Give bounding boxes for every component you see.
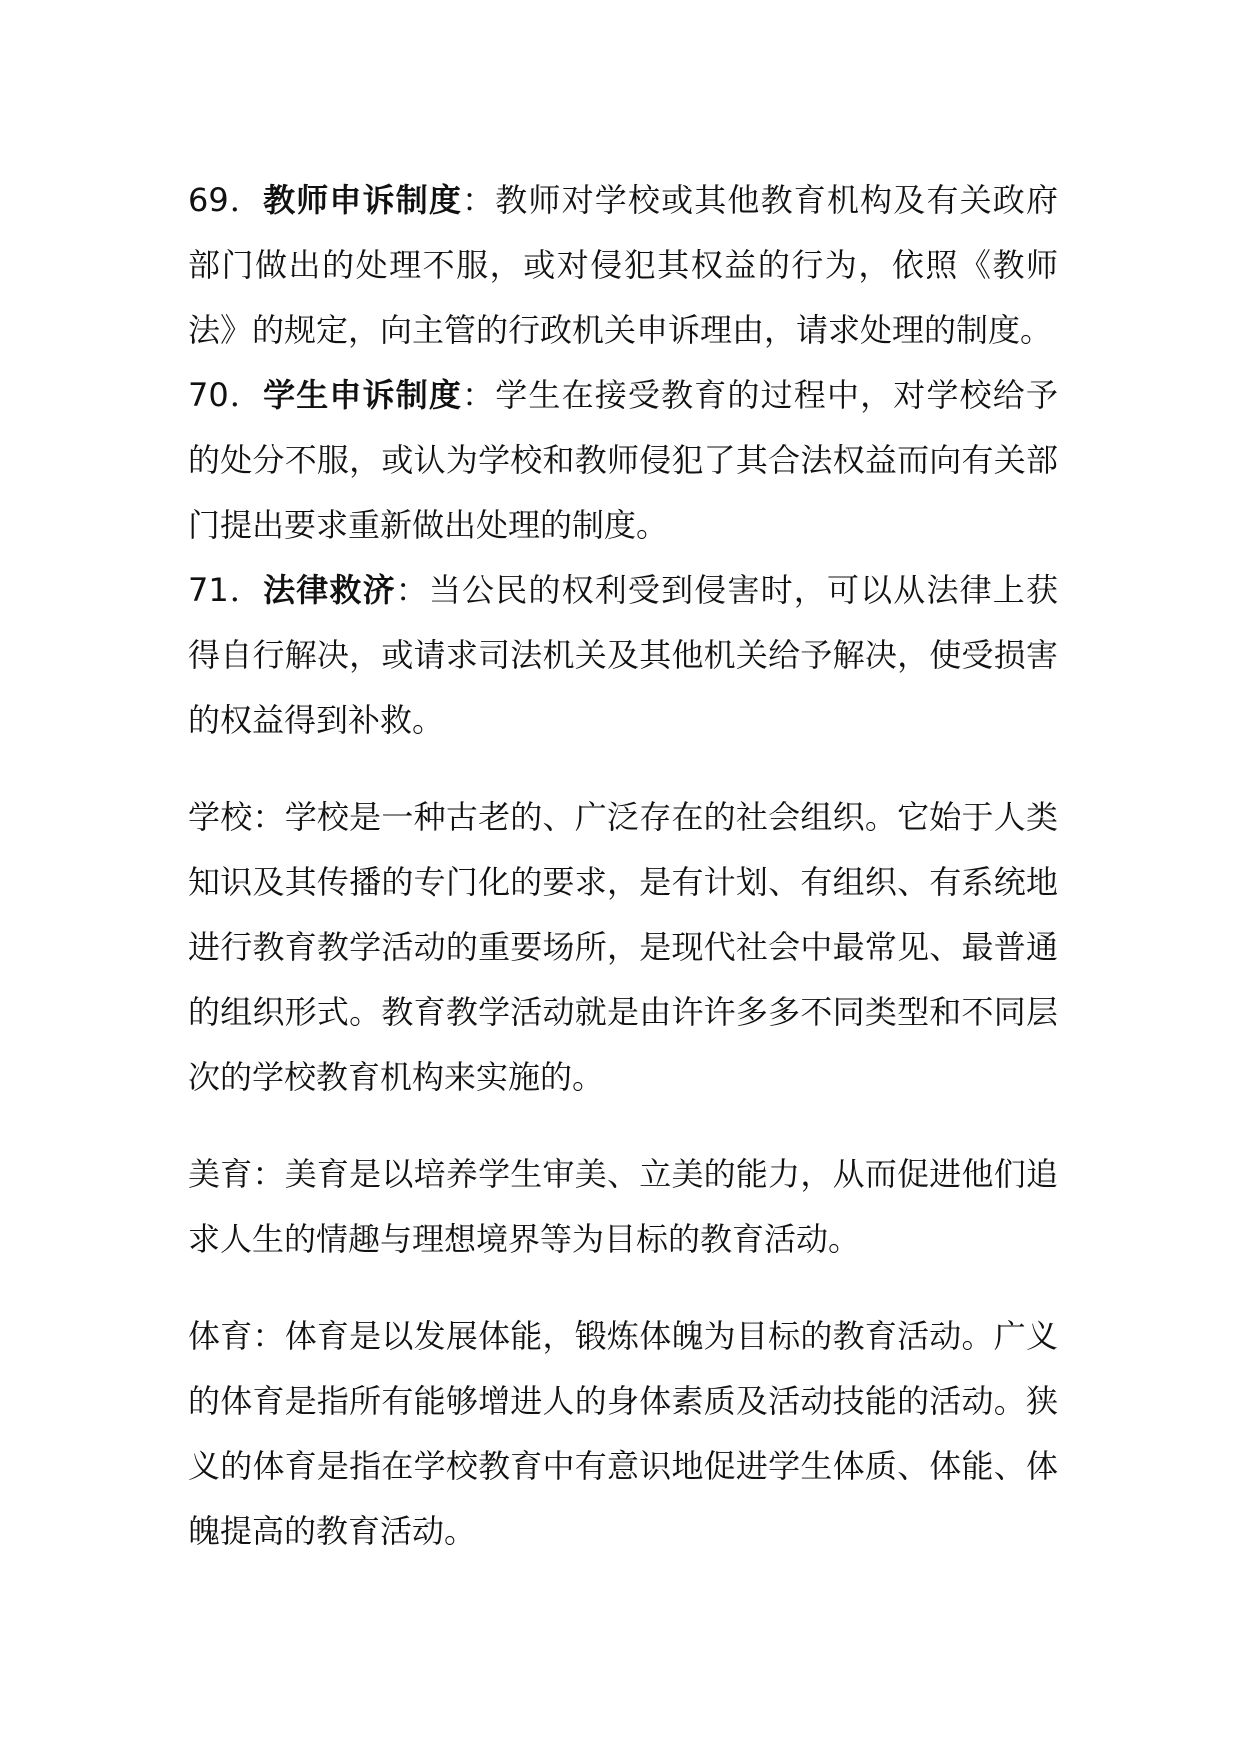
definition-entry-70 (188, 363, 1058, 558)
entry-separator: ： (462, 181, 496, 219)
entry-term: 学生申诉制度 (263, 376, 463, 414)
document-body (188, 168, 1058, 1564)
definition-entry-71 (188, 558, 1058, 753)
definition-entry-69 (188, 168, 1058, 363)
entry-separator: ： (462, 376, 496, 414)
entry-number: 70． (188, 376, 264, 414)
entry-number: 71． (188, 571, 264, 609)
entry-text: 教师对学校或其他教育机构及有关政府部门做出的处理不服，或对侵犯其权益的行为，依照《教师法》的规定，向主管的行政机关申诉理由，请求处理的制度。 (188, 181, 1058, 349)
entry-text: 当公民的权利受到侵害时，可以从法律上获得自行解决，或请求司法机关及其他机关给予解决，使受损害的权益得到补救。 (188, 571, 1058, 739)
entry-number: 69． (188, 181, 264, 219)
entry-term: 法律救济 (263, 571, 396, 609)
paragraph-aesthetic-education: 美育：美育是以培养学生审美、立美的能力，从而促进他们追求人生的情趣与理想境界等为目标的教育活动。 (188, 1155, 1058, 1258)
entry-separator: ： (395, 571, 429, 609)
paragraph-physical-education: 体育：体育是以发展体能，锻炼体魄为目标的教育活动。广义的体育是指所有能够增进人的身体素质及活动技能的活动。狭义的体育是指在学校教育中有意识地促进学生体质、体能、体魄提高的教育活动。 (188, 1317, 1058, 1550)
paragraph-school: 学校：学校是一种古老的、广泛存在的社会组织。它始于人类知识及其传播的专门化的要求，是有计划、有组织、有系统地进行教育教学活动的重要场所，是现代社会中最常见、最普通的组织形式。教育教学活动就是由许许多多不同类型和不同层次的学校教育机构来实施的。 (188, 798, 1058, 1096)
entry-text: 学生在接受教育的过程中，对学校给予的处分不服，或认为学校和教师侵犯了其合法权益而向有关部门提出要求重新做出处理的制度。 (188, 376, 1058, 544)
entry-term: 教师申诉制度 (263, 181, 463, 219)
